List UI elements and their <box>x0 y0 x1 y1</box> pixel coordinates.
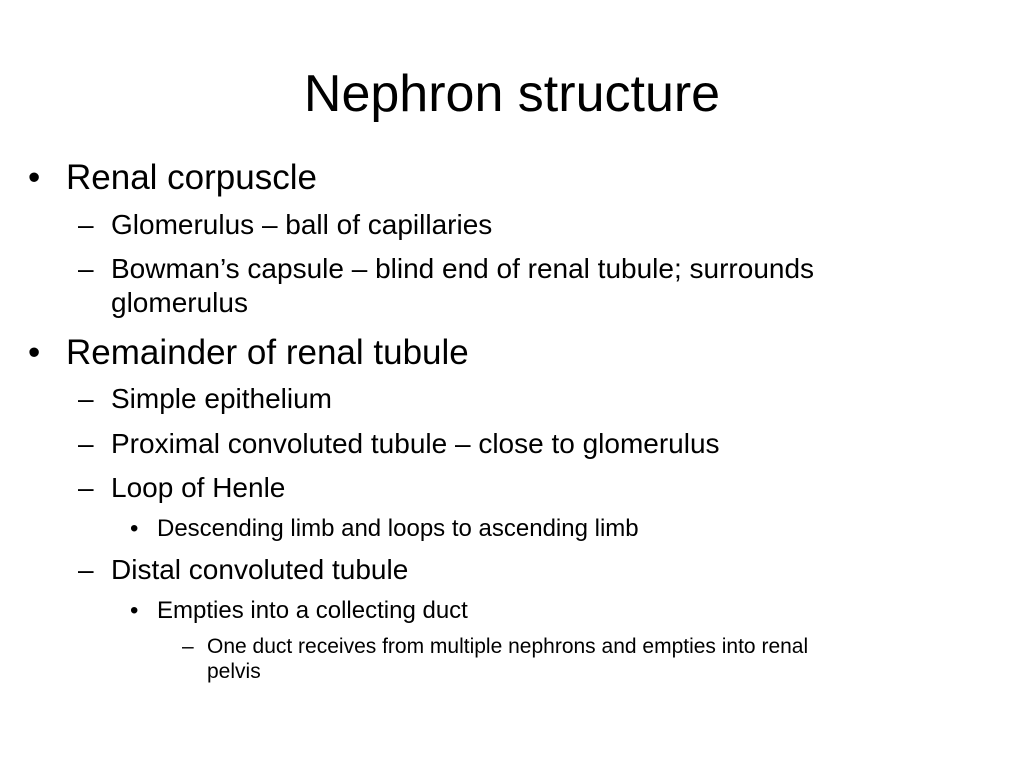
bullet-icon: • <box>28 333 41 372</box>
list-item-text-line2: glomerulus <box>111 287 248 318</box>
list-item-text: Renal corpuscle <box>66 158 317 197</box>
list-item-text: Glomerulus – ball of capillaries <box>111 209 493 240</box>
bullet-icon: • <box>130 597 139 624</box>
list-item-text: Simple epithelium <box>111 383 332 414</box>
list-item-text: Distal convoluted tubule <box>111 554 409 585</box>
dash-icon: – <box>78 428 94 459</box>
list-item-text: Loop of Henle <box>111 472 286 503</box>
list-item-text: Proximal convoluted tubule – close to glomerulus <box>111 428 720 459</box>
dash-icon: – <box>78 253 94 284</box>
list-item-text: Descending limb and loops to ascending limb <box>157 515 639 542</box>
dash-icon: – <box>78 472 94 503</box>
list-item-text-line1: Bowman’s capsule – blind end of renal tubule; surrounds <box>111 253 815 284</box>
list-item-text-line1: One duct receives from multiple nephrons and empties into renal <box>207 635 809 658</box>
list-item-text-line2: pelvis <box>207 660 261 683</box>
bullet-icon: • <box>130 515 139 542</box>
dash-icon: – <box>78 554 94 585</box>
dash-icon: – <box>78 209 94 240</box>
slide-title: Nephron structure <box>303 65 721 123</box>
dash-icon: – <box>182 635 194 658</box>
dash-icon: – <box>78 383 94 414</box>
list-item-text: Remainder of renal tubule <box>66 333 469 372</box>
list-item-text: Empties into a collecting duct <box>157 597 468 624</box>
bullet-icon: • <box>28 158 41 197</box>
